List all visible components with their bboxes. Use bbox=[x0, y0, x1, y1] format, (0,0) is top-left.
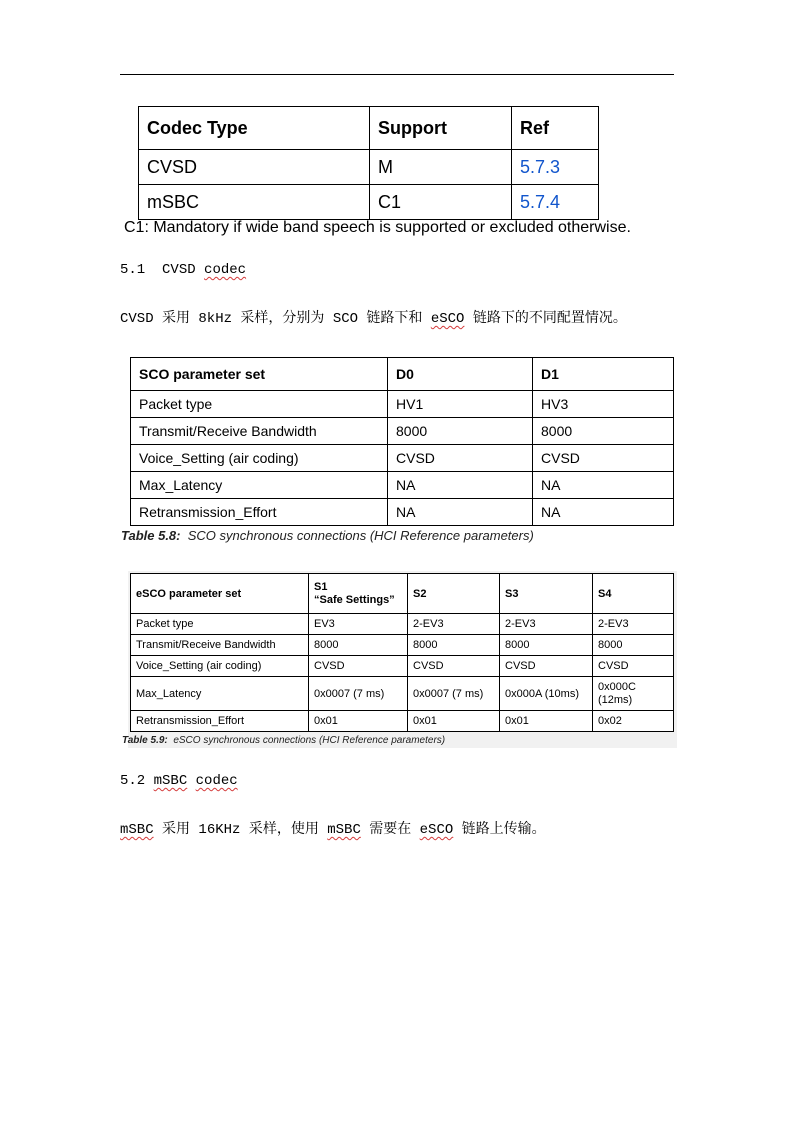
table-row bbox=[131, 677, 674, 711]
paragraph-text: 需要在 bbox=[360, 822, 420, 838]
table-cell: Max_Latency bbox=[131, 677, 309, 711]
ref-link[interactable]: 5.7.4 bbox=[520, 191, 561, 212]
paragraph-text: 采用 16KHz 采样，使用 bbox=[153, 822, 328, 838]
table-cell: Voice_Setting (air coding) bbox=[131, 656, 309, 677]
caption-text: SCO synchronous connections (HCI Reference parameters) bbox=[187, 528, 534, 543]
header-cell bbox=[309, 574, 408, 614]
paragraph-term: eSCO bbox=[419, 822, 454, 838]
paragraph-text: 链路下的不同配置情况。 bbox=[464, 311, 627, 327]
table-cell: Retransmission_Effort bbox=[131, 711, 309, 732]
table-cell: Transmit/Receive Bandwidth bbox=[131, 418, 388, 445]
header-cell: S4 bbox=[593, 574, 674, 614]
section-title-word: mSBC bbox=[153, 773, 188, 789]
table-row bbox=[131, 391, 674, 418]
header-cell: D0 bbox=[388, 358, 533, 391]
table-caption-5-8 bbox=[121, 528, 534, 543]
codec-note: C1: Mandatory if wide band speech is supported or excluded otherwise. bbox=[124, 219, 631, 236]
table-cell: NA bbox=[533, 472, 674, 499]
header-cell: SCO parameter set bbox=[131, 358, 388, 391]
table-cell: 8000 bbox=[309, 635, 408, 656]
paragraph-term: eSCO bbox=[430, 311, 465, 327]
paragraph-term: mSBC bbox=[120, 822, 154, 838]
header-line: S1 bbox=[314, 580, 328, 593]
table-header-row bbox=[139, 107, 599, 150]
ref-cell bbox=[512, 150, 599, 185]
paragraph-msbc bbox=[120, 818, 546, 838]
cell-line: (12ms) bbox=[598, 693, 633, 706]
table-caption-5-9 bbox=[122, 735, 445, 746]
section-heading-5-1 bbox=[120, 262, 246, 278]
section-title: CVSD bbox=[162, 262, 196, 278]
table-cell: CVSD bbox=[408, 656, 500, 677]
table-row bbox=[131, 472, 674, 499]
table-cell: 0x0007 (7 ms) bbox=[309, 677, 408, 711]
table-cell: 0x000A (10ms) bbox=[500, 677, 593, 711]
table-cell: CVSD bbox=[533, 445, 674, 472]
sco-parameter-table bbox=[130, 357, 674, 526]
table-cell: 8000 bbox=[388, 418, 533, 445]
section-number: 5.1 bbox=[120, 262, 146, 278]
table-cell: 2-EV3 bbox=[593, 614, 674, 635]
table-cell: 8000 bbox=[408, 635, 500, 656]
table-cell: Retransmission_Effort bbox=[131, 499, 388, 526]
table-row bbox=[131, 418, 674, 445]
section-title-word: codec bbox=[195, 773, 238, 789]
table-cell: 0x02 bbox=[593, 711, 674, 732]
table-cell: 0x0007 (7 ms) bbox=[408, 677, 500, 711]
header-cell: Support bbox=[370, 107, 512, 150]
table-cell: 8000 bbox=[533, 418, 674, 445]
ref-cell bbox=[512, 185, 599, 220]
codec-type-cell: CVSD bbox=[139, 150, 370, 185]
table-cell: NA bbox=[388, 472, 533, 499]
header-cell: eSCO parameter set bbox=[131, 574, 309, 614]
header-cell: Codec Type bbox=[139, 107, 370, 150]
support-cell: C1 bbox=[370, 185, 512, 220]
table-cell: CVSD bbox=[309, 656, 408, 677]
table-cell: EV3 bbox=[309, 614, 408, 635]
paragraph-text: CVSD 采用 8kHz 采样，分别为 SCO 链路下和 bbox=[120, 311, 431, 327]
caption-label: Table 5.8: bbox=[121, 528, 181, 543]
table-row bbox=[131, 635, 674, 656]
table-row bbox=[131, 656, 674, 677]
table-row bbox=[131, 499, 674, 526]
section-number: 5.2 bbox=[120, 773, 146, 789]
table-cell: HV1 bbox=[388, 391, 533, 418]
table-cell: 0x01 bbox=[309, 711, 408, 732]
table-cell: 0x01 bbox=[500, 711, 593, 732]
caption-text: eSCO synchronous connections (HCI Reference parameters) bbox=[173, 735, 446, 746]
table-cell: NA bbox=[388, 499, 533, 526]
table-row bbox=[139, 150, 599, 185]
header-cell: Ref bbox=[512, 107, 599, 150]
table-cell: HV3 bbox=[533, 391, 674, 418]
ref-link[interactable]: 5.7.3 bbox=[520, 156, 561, 177]
table-row bbox=[131, 614, 674, 635]
table-cell: 8000 bbox=[593, 635, 674, 656]
table-cell: Voice_Setting (air coding) bbox=[131, 445, 388, 472]
table-cell: Packet type bbox=[131, 391, 388, 418]
codec-type-table bbox=[138, 106, 599, 220]
paragraph-text: 链路上传输。 bbox=[453, 822, 546, 838]
codec-type-cell: mSBC bbox=[139, 185, 370, 220]
table-cell: CVSD bbox=[388, 445, 533, 472]
table-header-row bbox=[131, 574, 674, 614]
table-cell: NA bbox=[533, 499, 674, 526]
header-rule bbox=[120, 74, 674, 75]
table-cell: CVSD bbox=[593, 656, 674, 677]
header-cell: D1 bbox=[533, 358, 674, 391]
table-cell: 2-EV3 bbox=[500, 614, 593, 635]
caption-label: Table 5.9: bbox=[122, 735, 168, 746]
paragraph-term: mSBC bbox=[327, 822, 361, 838]
table-cell: 8000 bbox=[500, 635, 593, 656]
support-cell: M bbox=[370, 150, 512, 185]
table-cell: CVSD bbox=[500, 656, 593, 677]
header-cell: S2 bbox=[408, 574, 500, 614]
table-cell bbox=[593, 677, 674, 711]
table-cell: Transmit/Receive Bandwidth bbox=[131, 635, 309, 656]
table-header-row bbox=[131, 358, 674, 391]
table-row bbox=[139, 185, 599, 220]
paragraph-cvsd bbox=[120, 307, 627, 327]
table-cell: Max_Latency bbox=[131, 472, 388, 499]
section-title-word: codec bbox=[204, 262, 247, 278]
cell-line: 0x000C bbox=[598, 680, 636, 693]
section-heading-5-2 bbox=[120, 773, 238, 789]
esco-parameter-table bbox=[130, 573, 674, 732]
table-cell: 0x01 bbox=[408, 711, 500, 732]
header-line: “Safe Settings” bbox=[314, 593, 395, 606]
header-cell: S3 bbox=[500, 574, 593, 614]
table-row bbox=[131, 445, 674, 472]
table-cell: Packet type bbox=[131, 614, 309, 635]
table-cell: 2-EV3 bbox=[408, 614, 500, 635]
table-row bbox=[131, 711, 674, 732]
